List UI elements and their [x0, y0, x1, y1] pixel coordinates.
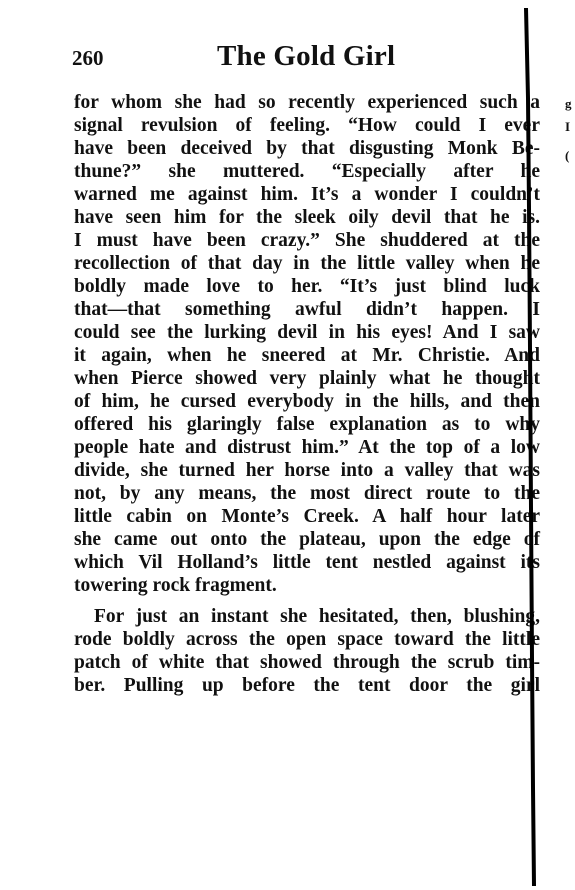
text-line: warned me against him. It’s a wonder I couldn’t: [74, 184, 540, 205]
text-line: patch of white that showed through the scrub tim-: [74, 652, 540, 673]
running-title: The Gold Girl: [217, 40, 396, 72]
text-line: ber. Pulling up before the tent door the girl: [74, 675, 540, 696]
text-line: I must have been crazy.” She shuddered at the: [74, 230, 540, 251]
text-line: could see the lurking devil in his eyes! And I saw: [74, 322, 540, 343]
page-header: [72, 40, 522, 76]
margin-fragment: g: [565, 96, 572, 111]
book-gutter-shadow: [521, 8, 537, 886]
text-line: For just an instant she hesitated, then, blushing,: [94, 606, 540, 627]
text-line: people hate and distrust him.” At the top of a low: [74, 437, 540, 458]
body-text: [74, 91, 540, 697]
margin-fragment: (: [565, 148, 570, 163]
text-line: it again, when he sneered at Mr. Christie. And: [74, 345, 540, 366]
text-line: when Pierce showed very plainly what he thought: [74, 368, 540, 389]
text-line: have seen him for the sleek oily devil that he is.: [74, 207, 540, 228]
paragraph-gap: [74, 597, 540, 605]
text-line: towering rock fragment.: [74, 575, 277, 596]
text-line: offered his glaringly false explanation as to why: [74, 414, 540, 435]
text-line: of him, he cursed everybody in the hills, and then: [74, 391, 540, 412]
text-line: recollection of that day in the little valley when he: [74, 253, 540, 274]
text-line: boldly made love to her. “It’s just blind luck: [74, 276, 540, 297]
margin-fragment: I: [565, 119, 571, 134]
text-line: she came out onto the plateau, upon the edge of: [74, 529, 540, 550]
text-line: that—that something awful didn’t happen. I: [74, 299, 540, 320]
page-number: 260: [72, 46, 104, 70]
text-line: little cabin on Monte’s Creek. A half hour later: [74, 506, 540, 527]
text-line: signal revulsion of feeling. “How could I ever: [74, 115, 540, 136]
text-line: rode boldly across the open space toward the little: [74, 629, 540, 650]
text-line: have been deceived by that disgusting Monk Be-: [74, 138, 540, 159]
text-line: not, by any means, the most direct route to the: [74, 483, 540, 504]
text-line: divide, she turned her horse into a valley that was: [74, 460, 540, 481]
text-line: which Vil Holland’s little tent nestled against its: [74, 552, 540, 573]
text-line: for whom she had so recently experienced such a: [74, 92, 540, 113]
text-line: thune?” she muttered. “Especially after he: [74, 161, 540, 182]
